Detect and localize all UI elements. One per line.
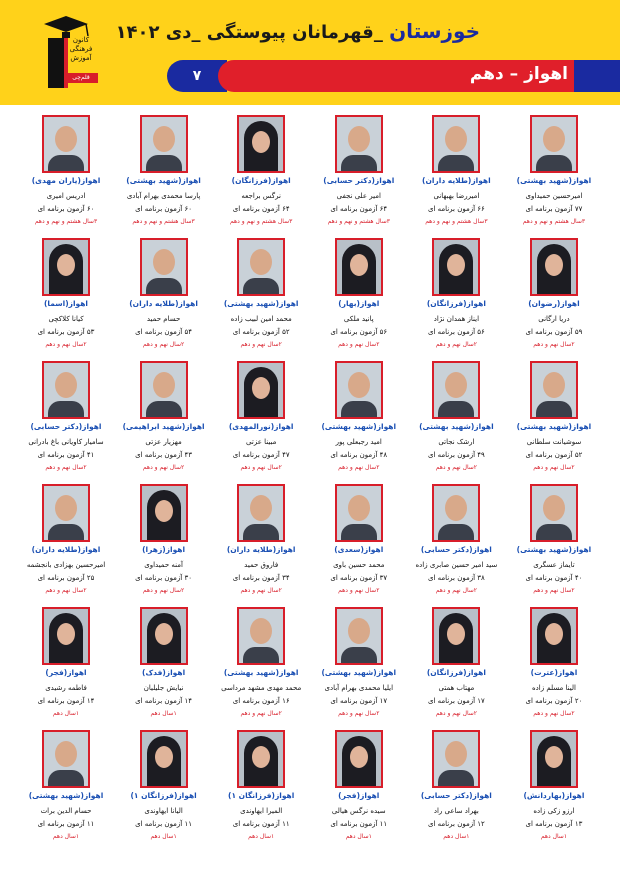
student-grades: ۱سال دهم (345, 833, 372, 840)
student-exams: ۵۳ آزمون برنامه ای (37, 328, 95, 336)
student-branch: اهواز(زهرا) (142, 545, 186, 554)
logo-text (64, 36, 98, 63)
body-shape (48, 770, 84, 788)
student-photo (42, 115, 90, 173)
student-name: سید امیر حسین صابری زاده (415, 561, 498, 569)
student-branch: اهواز(فجر) (338, 791, 380, 800)
student-grades: ۲سال نهم و دهم (533, 710, 575, 717)
student-card (118, 236, 210, 359)
head-shape (153, 249, 175, 275)
logo-line: کانون (72, 36, 90, 44)
student-card (410, 113, 502, 236)
student-exams: ۳۷ آزمون برنامه ای (330, 574, 388, 582)
student-branch: اهواز(فرزانگان) (426, 668, 486, 677)
body-shape (536, 155, 572, 173)
student-grades: ۲سال نهم و دهم (45, 587, 87, 594)
student-exams: ۴۸ آزمون برنامه ای (330, 451, 388, 459)
student-photo (335, 607, 383, 665)
student-branch: اهواز(بهاردانش) (523, 791, 585, 800)
student-exams: ۶۰ آزمون برنامه ای (135, 205, 193, 213)
student-grades: ۲سال نهم و دهم (338, 710, 380, 717)
student-card (20, 113, 112, 236)
head-shape (348, 372, 370, 398)
student-branch: اهواز(شهید بهشتی) (223, 668, 299, 677)
student-photo (140, 730, 188, 788)
student-branch: اهواز(شهید بهشتی) (223, 299, 299, 308)
student-card (313, 359, 405, 482)
student-grades: ۱سال دهم (248, 833, 275, 840)
body-shape (438, 401, 474, 419)
student-grades: ۲سال نهم و دهم (435, 587, 478, 594)
student-branch: اهواز(شهید بهشتی) (419, 422, 494, 431)
student-photo (530, 607, 578, 665)
student-branch: اهواز(نورالمهدی) (228, 422, 294, 431)
head-shape (543, 495, 565, 521)
student-name: تایماز عسگری (533, 561, 575, 569)
student-grades: ۱سال دهم (150, 710, 177, 717)
body-shape (146, 278, 182, 296)
student-grades: ۲سال نهم و دهم (533, 341, 575, 348)
student-photo (335, 730, 383, 788)
title-text: _قهرمانان پیوستگی _دی ۱۴۰۲ (115, 22, 383, 43)
student-card (215, 359, 307, 482)
student-branch: اهواز(دکتر حسابی) (420, 545, 492, 554)
student-photo (335, 361, 383, 419)
student-photo (42, 607, 90, 665)
head-shape (543, 372, 565, 398)
student-name: حسام الدین برات (40, 807, 92, 815)
student-photo (42, 361, 90, 419)
student-card (313, 728, 405, 851)
head-shape (155, 623, 173, 645)
body-shape (243, 278, 279, 296)
student-grades: ۲سال نهم و دهم (338, 464, 380, 471)
student-photo (335, 484, 383, 542)
student-row (20, 482, 600, 605)
student-name: ارشک نجاتی (438, 438, 475, 446)
student-name: نیایش جلیلیان (143, 684, 184, 692)
student-name: فاطمه رشیدی (45, 684, 87, 692)
head-shape (543, 126, 565, 152)
student-grades: ۳سال هشتم و نهم و دهم (132, 218, 195, 225)
student-card (508, 113, 600, 236)
student-name: امیرحسین حمیداوی (525, 192, 583, 200)
student-grades: ۲سال نهم و دهم (142, 464, 185, 471)
body-shape (48, 401, 84, 419)
student-grades: ۲سال نهم و دهم (338, 587, 380, 594)
student-grades: ۲سال نهم و دهم (533, 464, 575, 471)
student-branch: اهواز(شهید بهشتی) (516, 176, 592, 185)
student-card (410, 728, 502, 851)
student-exams: ۴۳ آزمون برنامه ای (135, 451, 193, 459)
student-branch: اهواز(سعدی) (334, 545, 384, 554)
student-branch: اهواز(شهید بهشتی) (28, 791, 104, 800)
student-card (410, 605, 502, 728)
body-shape (243, 647, 279, 665)
student-card (118, 113, 210, 236)
student-card (20, 359, 112, 482)
student-exams: ۴۱ آزمون برنامه ای (37, 451, 95, 459)
student-card (215, 482, 307, 605)
student-grades: ۱سال دهم (540, 833, 568, 840)
student-card (508, 359, 600, 482)
student-card (118, 482, 210, 605)
student-branch: اهواز(یاران مهدی) (31, 176, 101, 185)
student-exams: ۱۳ آزمون برنامه ای (525, 820, 583, 828)
student-exams: ۵۶ آزمون برنامه ای (427, 328, 485, 336)
student-photo (237, 730, 285, 788)
student-branch: اهواز(فرزانگان ۱) (130, 791, 197, 800)
student-name: امیرحسین بهزادی بانجشمه (26, 561, 106, 569)
head-shape (348, 618, 370, 644)
student-exams: ۱۱ آزمون برنامه ای (135, 820, 193, 828)
body-shape (438, 155, 474, 173)
student-card (313, 113, 405, 236)
student-row (20, 728, 600, 851)
student-grades: ۱سال دهم (52, 710, 80, 717)
body-shape (341, 155, 377, 173)
student-name: المیرا ایهاوندی (240, 807, 283, 815)
student-branch: اهواز(فرزانگان) (426, 299, 486, 308)
body-shape (146, 155, 182, 173)
student-branch: اهواز(فرزانگان ۱) (228, 791, 295, 800)
student-photo (432, 607, 480, 665)
student-photo (237, 238, 285, 296)
head-shape (445, 741, 467, 767)
student-card (215, 605, 307, 728)
student-name: امیر علی نجفی (336, 192, 381, 200)
student-grades: ۳سال هشتم و نهم و دهم (327, 218, 390, 225)
student-branch: اهواز(فرزانگان) (231, 176, 291, 185)
student-name: محمد حسین باوی (333, 561, 385, 569)
student-row (20, 236, 600, 359)
student-exams: ۱۱ آزمون برنامه ای (330, 820, 388, 828)
student-branch: اهواز(دکتر حسابی) (30, 422, 102, 431)
student-card (313, 482, 405, 605)
body-shape (341, 647, 377, 665)
student-name: مهتاب همتی (438, 684, 475, 692)
student-exams: ۳۴ آزمون برنامه ای (232, 574, 290, 582)
student-branch: اهواز(فجر) (45, 668, 87, 677)
student-exams: ۱۲ آزمون برنامه ای (427, 820, 485, 828)
logo-line: آموزش (70, 54, 92, 62)
student-grades: ۲سال نهم و دهم (240, 587, 282, 594)
student-name: الینا مسلم زاده (531, 684, 576, 692)
student-photo (432, 484, 480, 542)
student-name: محمد مهدی مشهد مرداسی (221, 684, 302, 692)
student-branch: اهواز(بهار) (338, 299, 380, 308)
student-exams: ۶۶ آزمون برنامه ای (427, 205, 485, 213)
head-shape (57, 254, 75, 276)
student-card (410, 359, 502, 482)
student-photo (432, 730, 480, 788)
student-grades: ۳سال هشتم و نهم و دهم (425, 218, 488, 225)
student-grades: ۲سال نهم و دهم (338, 341, 380, 348)
head-shape (350, 746, 368, 768)
student-name: امید رجبعلی پور (335, 438, 382, 446)
head-shape (348, 126, 370, 152)
student-card (313, 605, 405, 728)
student-branch: اهواز(فدک) (142, 668, 186, 677)
body-shape (438, 770, 474, 788)
student-photo (530, 115, 578, 173)
student-photo (237, 115, 285, 173)
student-branch: اهواز(عترت) (530, 668, 578, 677)
student-name: دریا ارگانی (538, 315, 570, 323)
student-photo (42, 730, 90, 788)
student-exams: ۳۰ آزمون برنامه ای (135, 574, 193, 582)
logo-badge: قلم‌چی (64, 73, 98, 83)
head-shape (348, 495, 370, 521)
student-card (313, 236, 405, 359)
body-shape (536, 401, 572, 419)
student-name: پانید ملکی (343, 315, 374, 323)
student-grades: ۲سال نهم و دهم (45, 341, 87, 348)
student-photo (530, 484, 578, 542)
student-photo (335, 238, 383, 296)
student-photo (432, 115, 480, 173)
body-shape (438, 524, 474, 542)
head-shape (55, 126, 77, 152)
student-grades: ۲سال نهم و دهم (142, 587, 185, 594)
page-title (116, 19, 480, 43)
head-shape (250, 495, 272, 521)
student-card (410, 236, 502, 359)
student-row (20, 113, 600, 236)
student-photo (140, 484, 188, 542)
student-photo (530, 238, 578, 296)
student-branch: اهواز(شهید بهشتی) (126, 176, 201, 185)
student-exams: ۳۸ آزمون برنامه ای (427, 574, 485, 582)
head-shape (545, 746, 563, 768)
student-exams: ۵۲ آزمون برنامه ای (525, 451, 583, 459)
student-photo (42, 238, 90, 296)
head-shape (545, 254, 563, 276)
body-shape (341, 524, 377, 542)
student-branch: اهواز(شهید ابراهیمی) (122, 422, 205, 431)
student-grades: ۱سال دهم (150, 833, 177, 840)
head-shape (55, 741, 77, 767)
head-shape (153, 126, 175, 152)
student-exams: ۵۴ آزمون برنامه ای (135, 328, 193, 336)
student-photo (140, 238, 188, 296)
student-card (508, 482, 600, 605)
head-shape (155, 500, 173, 522)
student-name: سیده نرگس هیالی (331, 807, 386, 815)
student-photo (432, 238, 480, 296)
student-branch: اهواز(شهید بهشتی) (321, 668, 397, 677)
student-photo (140, 607, 188, 665)
student-branch: اهواز(طلایه داران) (422, 176, 491, 185)
student-photo (42, 484, 90, 542)
student-card (215, 113, 307, 236)
student-grades: ۳سال هشتم و نهم و دهم (230, 218, 293, 225)
student-branch: اهواز(دکتر حسابی) (323, 176, 395, 185)
student-grades: ۱سال دهم (52, 833, 80, 840)
student-photo (140, 115, 188, 173)
student-branch: اهواز(طلایه داران) (31, 545, 101, 554)
head-shape (350, 254, 368, 276)
student-exams: ۴۰ آزمون برنامه ای (525, 574, 583, 582)
student-exams: ۵۹ آزمون برنامه ای (525, 328, 583, 336)
student-name: ادریس امیری (46, 192, 86, 200)
student-grades: ۳سال هشتم و نهم و دهم (34, 218, 98, 225)
student-name: سامیار کاویانی باغ بادرانی (28, 438, 104, 446)
head-shape (57, 623, 75, 645)
head-shape (445, 495, 467, 521)
body-shape (341, 401, 377, 419)
student-name: پارسا محمدی بهرام آبادی (126, 192, 201, 200)
student-name: کیانا کلاکچی (48, 315, 84, 323)
student-name: الیانا ایهاوندی (144, 807, 183, 815)
student-photo (140, 361, 188, 419)
student-card (215, 728, 307, 851)
student-grades: ۲سال نهم و دهم (240, 464, 282, 471)
student-exams: ۷۷ آزمون برنامه ای (525, 205, 583, 213)
head-shape (153, 372, 175, 398)
student-grades: ۱سال دهم (443, 833, 470, 840)
student-card (20, 236, 112, 359)
student-grades: ۲سال نهم و دهم (45, 464, 87, 471)
head-shape (445, 372, 467, 398)
student-photo (530, 361, 578, 419)
head-shape (545, 623, 563, 645)
student-grades: ۲سال نهم و دهم (435, 341, 478, 348)
student-photo (237, 484, 285, 542)
student-grades: ۲سال نهم و دهم (435, 710, 478, 717)
student-name: بهراد ساعی راد (433, 807, 479, 815)
student-name: آمنه حمیداوی (144, 561, 183, 569)
student-exams: ۱۱ آزمون برنامه ای (37, 820, 95, 828)
body-shape (536, 524, 572, 542)
student-exams: ۴۷ آزمون برنامه ای (232, 451, 290, 459)
student-card (20, 728, 112, 851)
student-card (508, 236, 600, 359)
student-branch: اهواز(اسما) (43, 299, 88, 308)
student-exams: ۵۶ آزمون برنامه ای (330, 328, 388, 336)
student-row (20, 359, 600, 482)
body-shape (243, 524, 279, 542)
student-name: حسام حمید (146, 315, 181, 323)
student-branch: اهواز(طلایه داران) (129, 299, 198, 308)
student-grades: ۲سال نهم و دهم (240, 710, 282, 717)
head-shape (250, 618, 272, 644)
student-card (118, 728, 210, 851)
student-name: ارزو زکی زاده (533, 807, 575, 815)
student-grades: ۲سال نهم و دهم (240, 341, 282, 348)
head-shape (55, 495, 77, 521)
student-name: نرگس براجعه (241, 192, 281, 200)
head-shape (250, 249, 272, 275)
student-photo (335, 115, 383, 173)
student-exams: ۵۲ آزمون برنامه ای (232, 328, 290, 336)
student-branch: اهواز(رضوان) (528, 299, 580, 308)
student-branch: اهواز(شهید بهشتی) (321, 422, 397, 431)
student-grades: ۲سال نهم و دهم (533, 587, 575, 594)
section-banner (218, 60, 574, 92)
student-name: سوشیانت سلطانی (526, 438, 582, 446)
student-card (410, 482, 502, 605)
student-branch: اهواز(دکتر حسابی) (420, 791, 492, 800)
student-branch: اهواز(شهید بهشتی) (516, 545, 592, 554)
section-title: اهواز – دهم (469, 64, 568, 84)
student-exams: ۱۶ آزمون برنامه ای (232, 697, 290, 705)
banner-accent (574, 60, 620, 92)
student-card (20, 605, 112, 728)
student-exams: ۴۹ آزمون برنامه ای (427, 451, 485, 459)
head-shape (445, 126, 467, 152)
head-shape (55, 372, 77, 398)
student-exams: ۲۰ آزمون برنامه ای (525, 697, 583, 705)
student-name: امیررضا بهبهانی (433, 192, 480, 200)
student-card (215, 236, 307, 359)
student-card (118, 359, 210, 482)
student-exams: ۶۴ آزمون برنامه ای (330, 205, 388, 213)
student-exams: ۶۴ آزمون برنامه ای (232, 205, 290, 213)
student-exams: ۱۴ آزمون برنامه ای (37, 697, 95, 705)
student-exams: ۱۷ آزمون برنامه ای (427, 697, 485, 705)
body-shape (146, 401, 182, 419)
student-name: مهزیار عزتی (145, 438, 182, 446)
student-grades: ۳سال هشتم و نهم و دهم (522, 218, 586, 225)
student-row (20, 605, 600, 728)
student-name: ایناز همدان نژاد (433, 315, 480, 323)
student-exams: ۱۷ آزمون برنامه ای (330, 697, 388, 705)
student-exams: ۶۰ آزمون برنامه ای (37, 205, 95, 213)
student-card (508, 605, 600, 728)
student-name: محمد امین لبیب زاده (230, 315, 292, 323)
student-grades: ۲سال نهم و دهم (142, 341, 185, 348)
body-shape (48, 155, 84, 173)
student-card (20, 482, 112, 605)
student-exams: ۱۱ آزمون برنامه ای (232, 820, 290, 828)
student-name: فاروق حمید (244, 561, 279, 569)
page-header (0, 0, 620, 105)
student-photo (432, 361, 480, 419)
students-grid (20, 113, 600, 851)
student-name: مبینا عزتی (246, 438, 277, 446)
student-exams: ۱۴ آزمون برنامه ای (135, 697, 193, 705)
logo-line: فرهنگی (69, 45, 93, 53)
student-branch: اهواز(شهید بهشتی) (516, 422, 592, 431)
head-shape (155, 746, 173, 768)
student-photo (237, 361, 285, 419)
student-card (118, 605, 210, 728)
student-photo (237, 607, 285, 665)
student-card (508, 728, 600, 851)
page-number: ۷ (167, 60, 227, 92)
student-photo (530, 730, 578, 788)
student-grades: ۲سال نهم و دهم (435, 464, 478, 471)
body-shape (48, 524, 84, 542)
student-branch: اهواز(طلایه داران) (226, 545, 296, 554)
student-exams: ۲۵ آزمون برنامه ای (37, 574, 95, 582)
title-city: خوزستان (389, 19, 480, 43)
student-name: ایلیا محمدی بهرام آبادی (324, 684, 394, 692)
